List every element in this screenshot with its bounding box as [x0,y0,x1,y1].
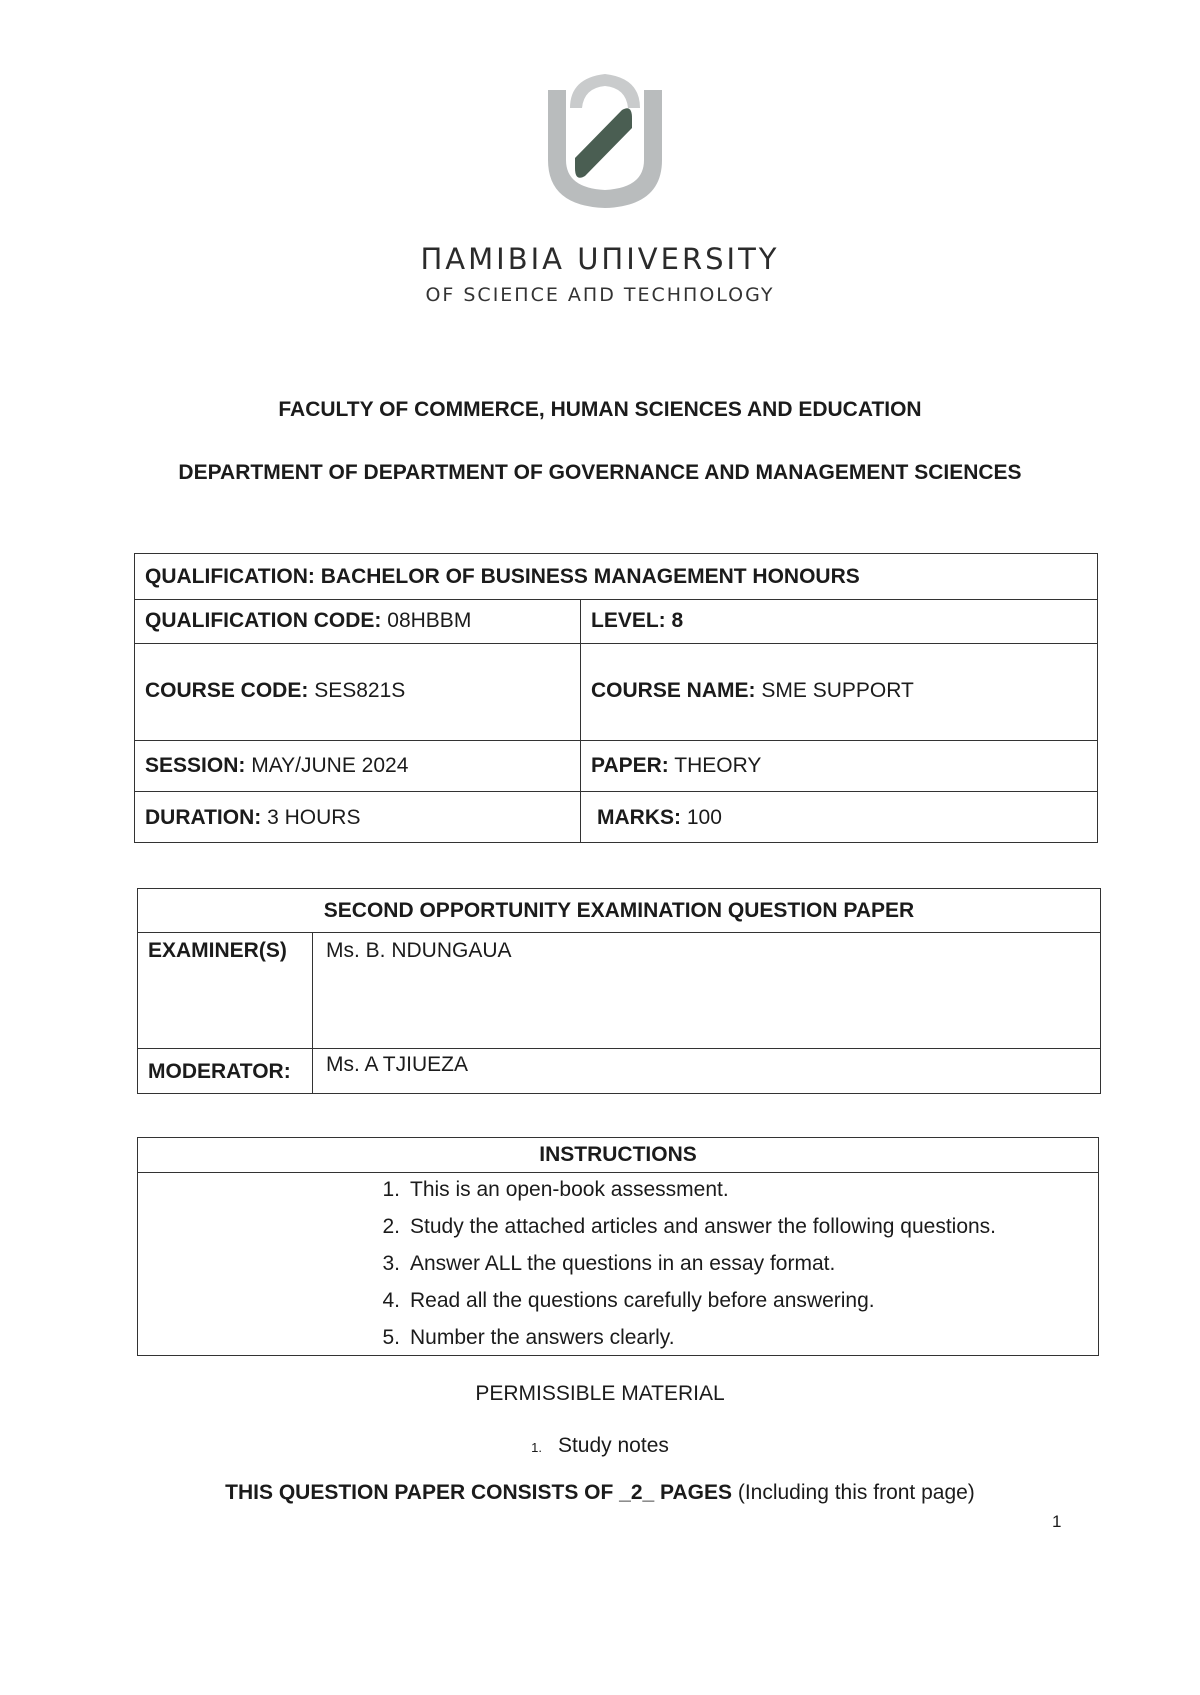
list-item: 4. Read all the questions carefully before answering. [382,1289,875,1312]
permissible-material-item: 1. Study notes [531,1434,669,1457]
marks-label: MARKS: [597,806,681,829]
university-subtitle: OF SCIEΠCE AΠD TECHΠOLOGY [425,284,775,306]
session-value: MAY/JUNE 2024 [251,754,409,777]
examiner-label: EXAMINER(S) [148,939,287,962]
moderator-value: Ms. A TJIUEZA [326,1053,468,1076]
page-number: 1 [1052,1512,1062,1531]
university-name: ΠΑΜIΒIΑ UΠIVERSITY [420,242,780,276]
instructions-list [364,1178,996,1363]
details-table [134,553,1098,843]
course-name-value: SME SUPPORT [761,679,914,702]
paper-label: PAPER: [591,754,669,777]
list-item: 3. Answer ALL the questions in an essay format. [382,1252,836,1275]
qualification-code-value: 08HBBM [387,609,472,632]
qualification-label: QUALIFICATION: BACHELOR OF BUSINESS MANAGEMENT HONOURS [145,565,860,588]
qualification-code-label: QUALIFICATION CODE: [145,609,382,632]
permissible-material-heading: PERMISSIBLE MATERIAL [475,1382,725,1405]
session-label: SESSION: [145,754,246,777]
duration-label: DURATION: [145,806,262,829]
faculty-heading: FACULTY OF COMMERCE, HUMAN SCIENCES AND EDUCATION [278,398,922,421]
page-count-note: THIS QUESTION PAPER CONSISTS OF _2_ PAGES (Including this front page) [225,1481,975,1504]
paper-value: THEORY [674,754,762,777]
list-item: 2. Study the attached articles and answer the following questions. [382,1215,997,1238]
list-item: 5. Number the answers clearly. [382,1326,675,1349]
level-value: 8 [671,609,684,632]
duration-value: 3 HOURS [267,806,361,829]
table-row [135,643,1097,740]
exam-table [137,888,1101,1094]
table-row [135,599,1097,643]
instructions-box [137,1137,1099,1356]
department-heading: DEPARTMENT OF DEPARTMENT OF GOVERNANCE AND MANAGEMENT SCIENCES [178,461,1022,484]
course-name-label: COURSE NAME: [591,679,756,702]
list-item: 1. This is an open-book assessment. [382,1178,729,1201]
table-row [135,740,1097,791]
course-code-label: COURSE CODE: [145,679,309,702]
university-logo [540,68,670,216]
exam-title: SECOND OPPORTUNITY EXAMINATION QUESTION PAPER [323,899,915,922]
course-code-value: SES821S [314,679,406,702]
examiner-value: Ms. B. NDUNGAUA [326,939,512,962]
table-row [138,1048,1100,1093]
instructions-title: INSTRUCTIONS [539,1143,697,1166]
table-row [135,791,1097,842]
moderator-label: MODERATOR: [148,1060,291,1083]
marks-value: 100 [686,806,722,829]
table-row [138,932,1100,1048]
level-label: LEVEL: [591,609,666,632]
